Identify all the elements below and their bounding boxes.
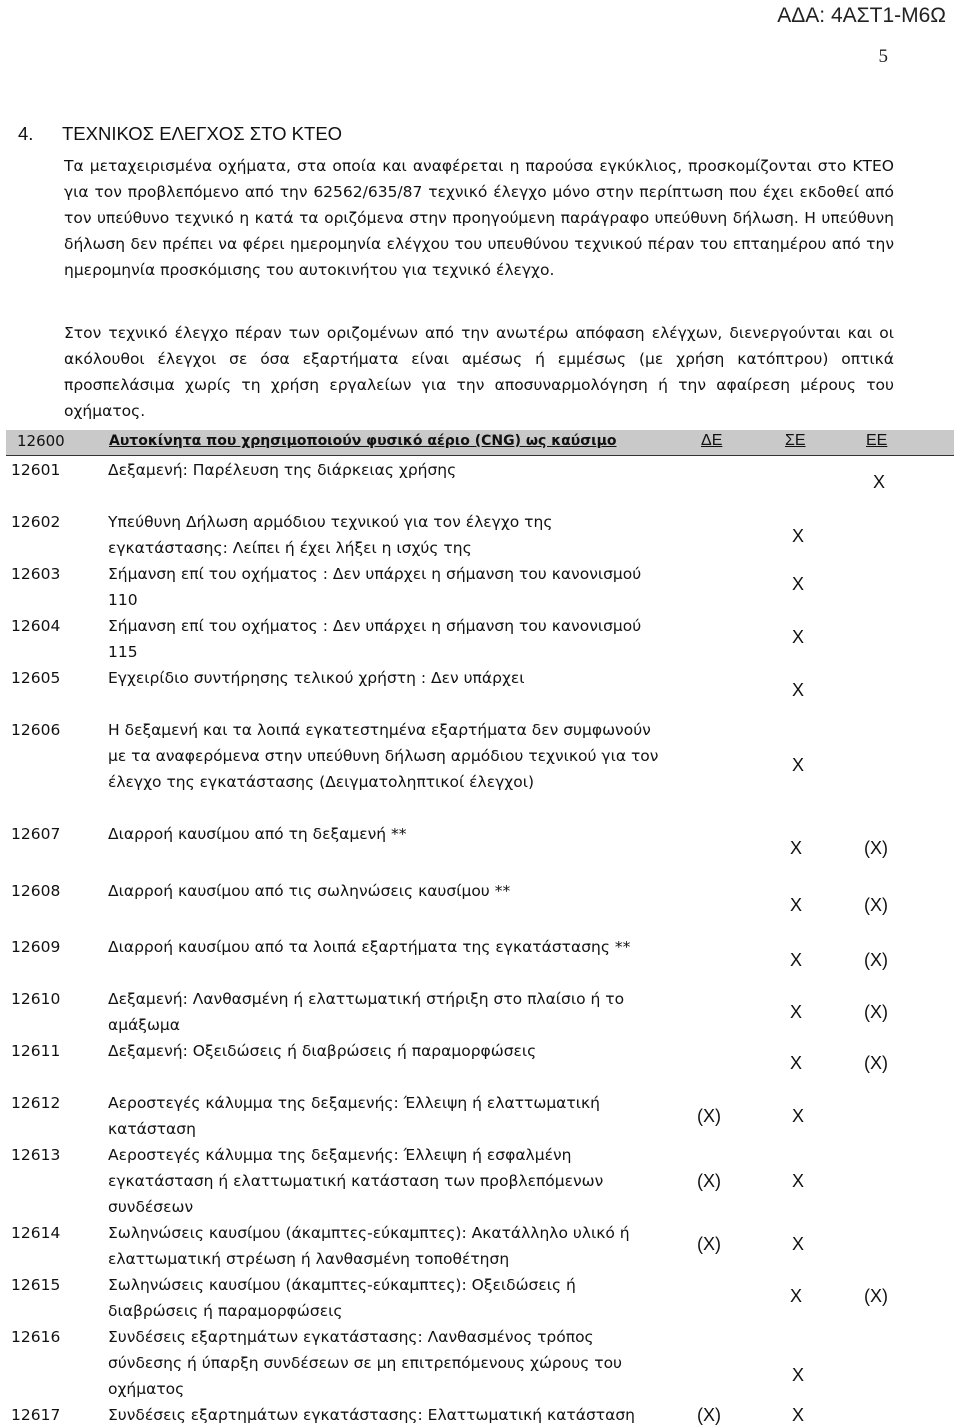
row-mark-se: X: [792, 755, 805, 775]
row-code: 12602: [11, 513, 61, 531]
row-description: Εγχειρίδιο συντήρησης τελικού χρήστη : Δεν υπάρχει: [108, 669, 525, 687]
row-mark-se: X: [790, 895, 803, 915]
row-description: Αεροστεγές κάλυμμα της δεξαμενής: Έλλειψη ή ελαττωματική κατάσταση: [108, 1094, 600, 1138]
row-code: 12617: [11, 1406, 61, 1424]
row-code: 12614: [11, 1224, 61, 1242]
row-description: Σήμανση επί του οχήματος : Δεν υπάρχει η σήμανση του κανονισμού 115: [108, 617, 642, 661]
ada-code: ΑΔΑ: 4ΑΣΤ1-Μ6Ω: [777, 4, 946, 27]
row-mark-ee: (X): [864, 1002, 888, 1022]
column-se: ΣΕ: [785, 432, 806, 449]
row-mark-se: X: [792, 1171, 805, 1191]
table-header: [6, 430, 954, 456]
row-description: Υπεύθυνη Δήλωση αρμόδιου τεχνικού για τον έλεγχο της εγκατάστασης: Λείπει ή έχει λήξει η ισχύς της: [108, 513, 553, 557]
row-description: Διαρροή καυσίμου από τα λοιπά εξαρτήματα της εγκατάστασης **: [108, 938, 631, 956]
section-title: ΤΕΧΝΙΚΟΣ ΕΛΕΓΧΟΣ ΣΤΟ ΚΤΕΟ: [62, 123, 343, 144]
row-code: 12612: [11, 1094, 61, 1112]
row-mark-ee: (X): [864, 838, 888, 858]
row-code: 12604: [11, 617, 61, 635]
row-code: 12603: [11, 565, 61, 583]
row-description: Δεξαμενή: Λανθασμένη ή ελαττωματική στήριξη στο πλαίσιο ή το αμάξωμα: [108, 990, 625, 1034]
row-mark-se: X: [790, 1002, 803, 1022]
row-code: 12608: [11, 882, 61, 900]
row-code: 12607: [11, 825, 61, 843]
row-code: 12610: [11, 990, 61, 1008]
row-mark-se: X: [790, 838, 803, 858]
page-number: 5: [878, 46, 888, 67]
row-description: Σωληνώσεις καυσίμου (άκαμπτες-εύκαμπτες): Οξειδώσεις ή διαβρώσεις ή παραμορφώσεις: [108, 1276, 576, 1320]
row-mark-ee: (X): [864, 1053, 888, 1073]
row-mark-se: X: [792, 1365, 805, 1385]
row-description: Συνδέσεις εξαρτημάτων εγκατάστασης: Λανθασμένος τρόπος σύνδεσης ή ύπαρξη συνδέσεων σε μη επιτρεπόμενους χώρους του οχήματος: [108, 1328, 623, 1398]
section-heading: [18, 123, 342, 145]
row-code: 12615: [11, 1276, 61, 1294]
row-mark-se: X: [792, 1106, 805, 1126]
row-code: 12611: [11, 1042, 61, 1060]
row-mark-se: X: [790, 1053, 803, 1073]
row-mark-ee: (X): [864, 950, 888, 970]
row-mark-se: X: [792, 680, 805, 700]
row-mark-se: X: [792, 1405, 805, 1425]
row-mark-se: X: [790, 1286, 803, 1306]
paragraph-checks: Στον τεχνικό έλεγχο πέραν των οριζομένων από την ανωτέρω απόφαση ελέγχων, διενεργούνται και οι ακόλουθοι έλεγχοι σε όσα εξαρτήματα είναι αμέσως ή εμμέσως (με χρήση κατόπτρου) οπτικά προσπελάσιμα χωρίς τη χρήση εργαλείων για την αποσυναρμολόγηση ή την αφαίρεση μέρους του οχήματος.: [64, 324, 894, 420]
row-description: Η δεξαμενή και τα λοιπά εγκατεστημένα εξαρτήματα δεν συμφωνούν με τα αναφερόμενα στην υπεύθυνη δήλωση αρμόδιου τεχνικού για τον έλεγχο της εγκατάστασης (Δειγματοληπτικοί έλεγχοι): [108, 721, 659, 791]
row-description: Συνδέσεις εξαρτημάτων εγκατάστασης: Ελαττωματική κατάσταση: [108, 1406, 635, 1424]
row-mark-ee: (X): [864, 895, 888, 915]
row-code: 12601: [11, 461, 61, 479]
row-description: Διαρροή καυσίμου από τις σωληνώσεις καυσίμου **: [108, 882, 511, 900]
row-mark-de: (X): [697, 1106, 721, 1126]
row-mark-se: X: [792, 526, 805, 546]
row-description: Δεξαμενή: Παρέλευση της διάρκειας χρήσης: [108, 461, 457, 479]
row-mark-de: (X): [697, 1405, 721, 1425]
row-code: 12609: [11, 938, 61, 956]
row-mark-ee: (X): [864, 1286, 888, 1306]
row-code: 12605: [11, 669, 61, 687]
column-de: ΔΕ: [701, 432, 723, 449]
row-mark-se: X: [792, 627, 805, 647]
row-description: Σωληνώσεις καυσίμου (άκαμπτες-εύκαμπτες): Ακατάλληλο υλικό ή ελαττωματική στρέωση ή λανθασμένη τοποθέτηση: [108, 1224, 630, 1268]
row-mark-se: X: [792, 574, 805, 594]
table-header-title: Αυτοκίνητα που χρησιμοποιούν φυσικό αέριο (CNG) ως καύσιμο: [109, 433, 617, 449]
row-mark-se: X: [790, 950, 803, 970]
row-code: 12606: [11, 721, 61, 739]
row-description: Δεξαμενή: Οξειδώσεις ή διαβρώσεις ή παραμορφώσεις: [108, 1042, 537, 1060]
column-ee: ΕΕ: [866, 432, 888, 449]
row-description: Αεροστεγές κάλυμμα της δεξαμενής: Έλλειψη ή εσφαλμένη εγκατάσταση ή ελαττωματική κατάσταση των προβλεπόμενων συνδέσεων: [108, 1146, 604, 1216]
row-description: Σήμανση επί του οχήματος : Δεν υπάρχει η σήμανση του κανονισμού 110: [108, 565, 642, 609]
row-code: 12613: [11, 1146, 61, 1164]
table-header-code: 12600: [17, 432, 65, 450]
row-mark-se: X: [792, 1234, 805, 1254]
paragraph-intro: Τα μεταχειρισμένα οχήματα, στα οποία και αναφέρεται η παρούσα εγκύκλιος, προσκομίζονται στο ΚΤΕΟ για τον προβλεπόμενο από την 62562/635/87 τεχνικό έλεγχο μόνο στην περίπτωση που έχει εκδοθεί από τον υπεύθυνο τεχνικό η κατά τα οριζόμενα στην προηγούμενη παράγραφο υπεύθυνη δήλωση. Η υπεύθυνη δήλωση δεν πρέπει να φέρει ημερομηνία ελέγχου του υπευθύνου τεχνικού πέραν του επταημέρου από την ημερομηνία προσκόμισης του αυτοκινήτου για τεχνικό έλεγχο.: [64, 157, 894, 279]
row-mark-ee: X: [873, 472, 886, 492]
row-description: Διαρροή καυσίμου από τη δεξαμενή **: [108, 825, 407, 843]
section-number: 4.: [18, 123, 34, 144]
row-mark-de: (X): [697, 1171, 721, 1191]
row-mark-de: (X): [697, 1234, 721, 1254]
row-code: 12616: [11, 1328, 61, 1346]
